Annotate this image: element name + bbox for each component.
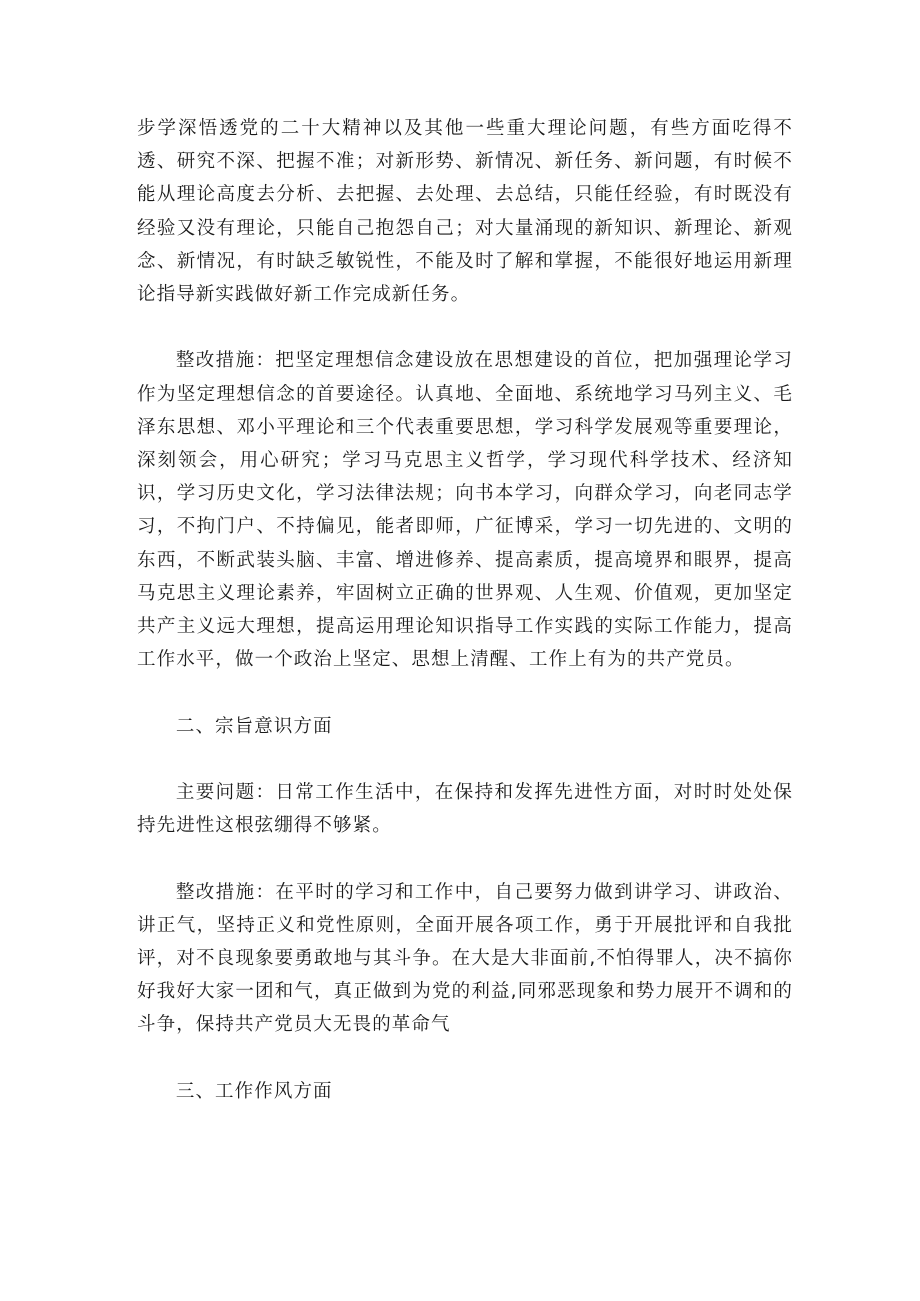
section-heading-purpose-awareness: 二、宗旨意识方面: [175, 715, 333, 737]
paragraph-main-problems: 主要问题：日常工作生活中，在保持和发挥先进性方面，对时时处处保持先进性这根弦绷得不够紧。: [137, 782, 793, 837]
paragraph-rectification-measures-2: 整改措施：在平时的学习和工作中，自己要努力做到讲学习、讲政治、讲正气，坚持正义和党性原则，全面开展各项工作，勇于开展批评和自我批评，对不良现象要勇敢地与其斗争。在大是大非面前,不怕得罪人，决不搞你好我好大家一团和气，真正做到为党的利益,同邪恶现象和势力展开不调和的斗争，保持共产党员大无畏的革命气: [137, 881, 793, 1036]
paragraph-rectification-measures-1: 整改措施：把坚定理想信念建设放在思想建设的首位，把加强理论学习作为坚定理想信念的首要途径。认真地、全面地、系统地学习马列主义、毛泽东思想、邓小平理论和三个代表重要思想，学习科学发展观等重要理论，深刻领会，用心研究；学习马克思主义哲学，学习现代科学技术、经济知识，学习历史文化，学习法律法规；向书本学习，向群众学习，向老同志学习，不拘门户、不持偏见，能者即师，广征博采，学习一切先进的、文明的东西，不断武装头脑、丰富、增进修养、提高素质，提高境界和眼界，提高马克思主义理论素养，牢固树立正确的世界观、人生观、价值观，更加坚定共产主义远大理想，提高运用理论知识指导工作实践的实际工作能力，提高工作水平，做一个政治上坚定、思想上清醒、工作上有为的共产党员。: [137, 350, 793, 671]
paragraph-theory-study-problems: 步学深悟透党的二十大精神以及其他一些重大理论问题，有些方面吃得不透、研究不深、把握不准；对新形势、新情况、新任务、新问题，有时候不能从理论高度去分析、去把握、去处理、去总结，只能任经验，有时既没有经验又没有理论，只能自己抱怨自己；对大量涌现的新知识、新理论、新观念、新情况，有时缺乏敏锐性，不能及时了解和掌握，不能很好地运用新理论指导新实践做好新工作完成新任务。: [137, 118, 793, 306]
document-body: [137, 112, 793, 1141]
section-heading-work-style: 三、工作作风方面: [175, 1080, 333, 1102]
